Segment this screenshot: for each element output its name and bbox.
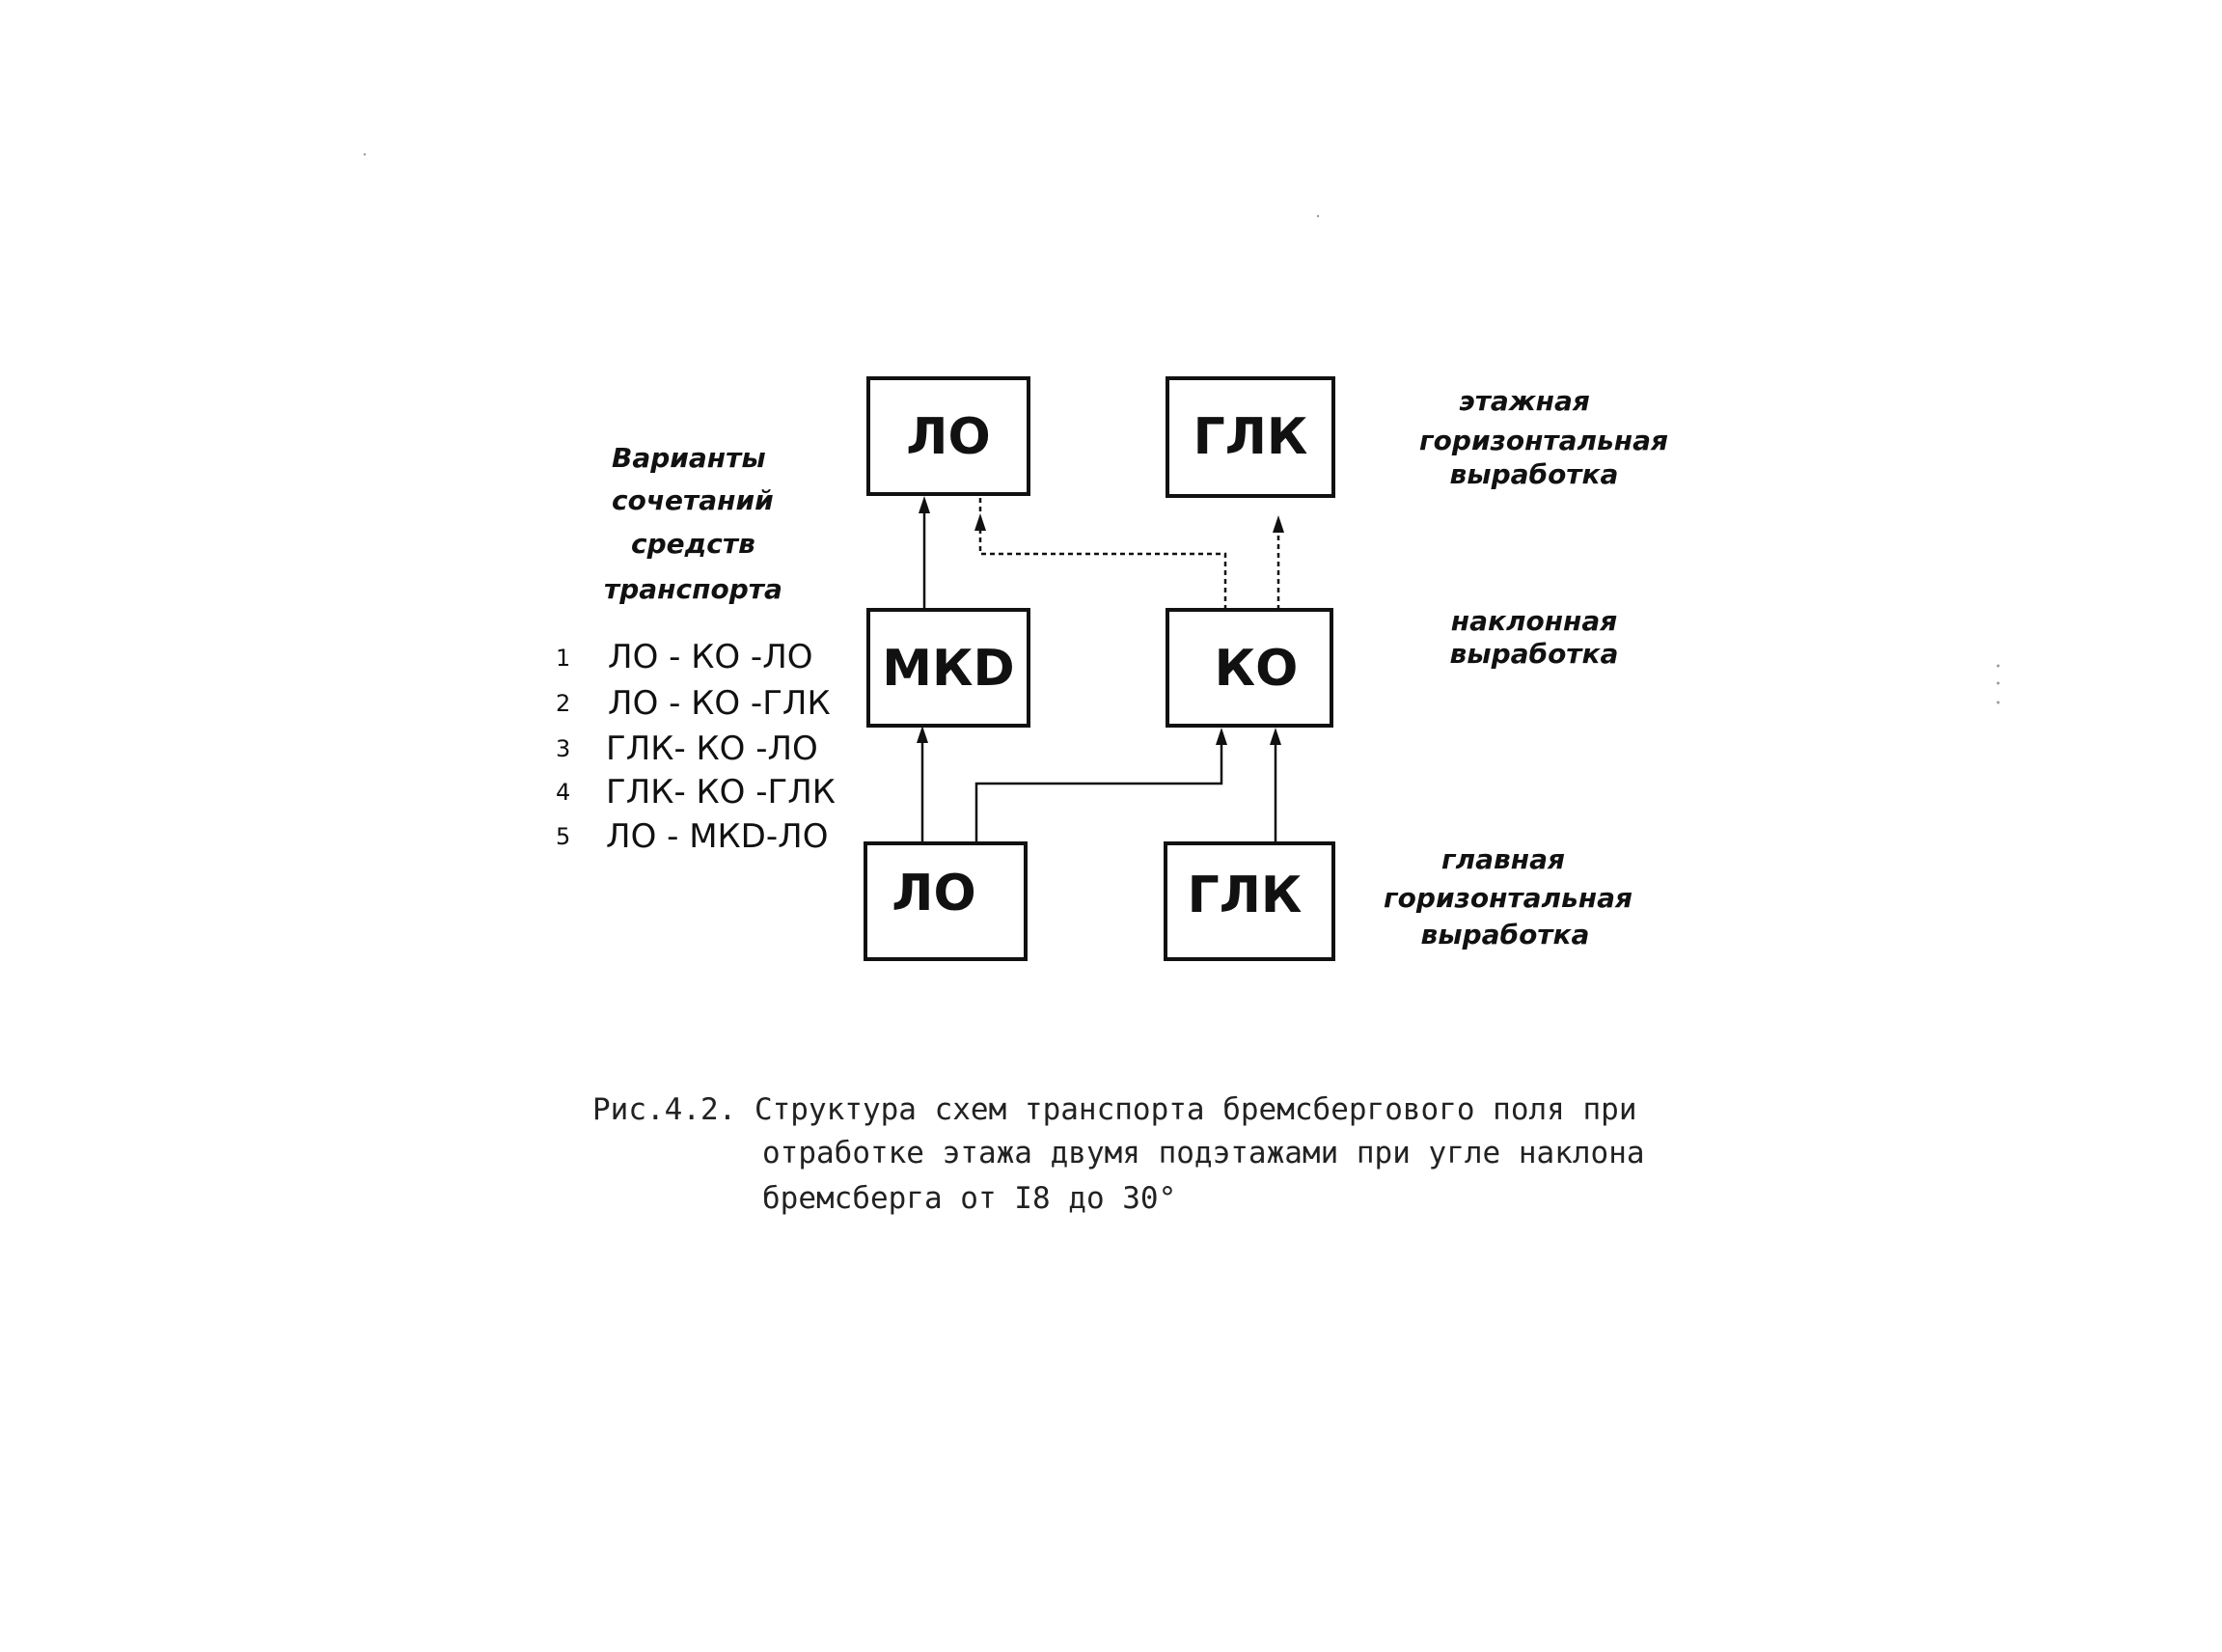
box-glk-top <box>1167 378 1333 496</box>
box-glk-bottom <box>1166 843 1333 959</box>
box-lo-bottom-label: ЛО <box>892 865 976 922</box>
level-inclined-line-1: наклонная <box>1450 605 1618 637</box>
variants-title-line-1: Варианты <box>612 442 766 474</box>
level-main-line-3: выработка <box>1420 919 1590 950</box>
level-inclined-line-2: выработка <box>1449 638 1619 670</box>
variant-item: ЛО - КО -ЛО <box>608 638 813 676</box>
variant-item: ГЛК- КО -ЛО <box>606 730 818 768</box>
connector-glk-bottom-to-ko <box>1270 728 1281 843</box>
box-lo-bottom <box>865 843 1026 959</box>
level-label-floor <box>1419 385 1668 490</box>
variants-title <box>604 442 782 605</box>
level-label-inclined <box>1450 605 1619 670</box>
connector-ko-to-glk-top <box>1273 515 1284 610</box>
box-mkd <box>868 610 1029 726</box>
connector-ko-to-lo-top <box>974 494 1225 610</box>
box-lo-top-label: ЛО <box>906 408 991 466</box>
level-main-line-2: горизонтальная <box>1384 882 1632 914</box>
variants-title-line-3: средств <box>631 528 755 560</box>
variant-item: ГЛК- КО -ГЛК <box>606 773 836 812</box>
level-floor-line-2: горизонтальная <box>1419 425 1668 456</box>
connector-lo-bottom-to-ko <box>976 728 1227 843</box>
variants-title-line-2: сочетаний <box>612 484 774 516</box>
caption-line-2: отработке этажа двумя подэтажами при угле наклона <box>762 1136 1645 1170</box>
connector-mkd-to-lo-top <box>919 496 930 610</box>
level-floor-line-3: выработка <box>1449 458 1619 490</box>
variant-number: 1 <box>556 645 571 672</box>
level-floor-line-1: этажная <box>1459 385 1590 417</box>
box-ko <box>1167 610 1331 726</box>
caption-line-3: бремсберга от I8 до 30° <box>762 1181 1177 1216</box>
box-glk-bottom-label: ГЛК <box>1187 867 1303 924</box>
box-glk-top-label: ГЛК <box>1193 408 1308 466</box>
variant-number: 3 <box>556 735 571 762</box>
variants-title-line-4: транспорта <box>604 573 782 605</box>
level-main-line-1: главная <box>1441 843 1565 875</box>
scan-specks <box>364 153 2000 704</box>
box-ko-label: КО <box>1214 640 1299 698</box>
figure-caption <box>592 1092 1645 1216</box>
level-label-main <box>1384 843 1632 950</box>
box-lo-top <box>868 378 1029 494</box>
variants-list <box>556 638 836 856</box>
variant-item: ЛО - КО -ГЛК <box>608 684 831 723</box>
variant-number: 4 <box>556 779 571 806</box>
variant-number: 5 <box>556 823 571 850</box>
variant-number: 2 <box>556 690 571 717</box>
box-mkd-label: МКD <box>882 640 1015 698</box>
caption-line-1: Рис.4.2. Структура схем транспорта бремсбергового поля при <box>592 1092 1637 1127</box>
variant-item: ЛО - МКD-ЛО <box>606 817 829 856</box>
connector-lo-bottom-to-mkd <box>917 726 928 843</box>
